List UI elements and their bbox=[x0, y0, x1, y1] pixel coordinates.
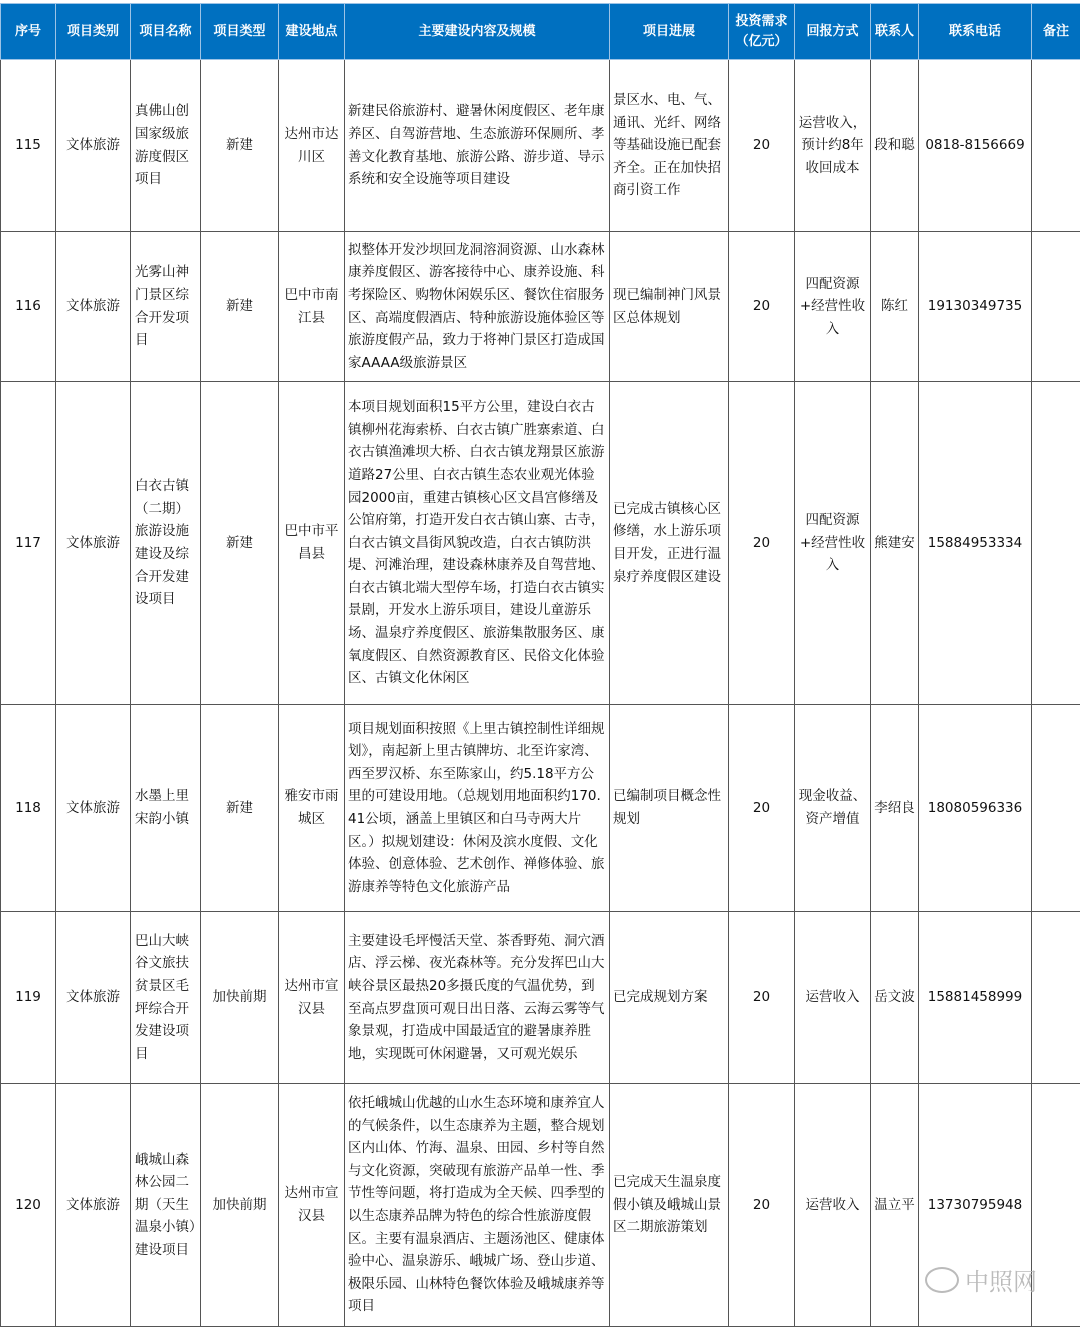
cell-type: 新建 bbox=[201, 232, 279, 382]
cell-type: 加快前期 bbox=[201, 1084, 279, 1327]
cell-content: 主要建设毛坪慢活天堂、茶香野苑、洞穴酒店、浮云梯、夜光森林等。充分发挥巴山大峡谷景区最热20多摄氏度的气温优势，到至高点罗盘顶可观日出日落、云海云雾等气象景观，打造成中国最适宜的避暑康养胜地，实现既可休闲避暑，又可观光娱乐 bbox=[345, 912, 610, 1084]
cell-type: 新建 bbox=[201, 60, 279, 232]
cell-content: 依托峨城山优越的山水生态环境和康养宜人的气候条件，以生态康养为主题，整合规划区内山体、竹海、温泉、田园、乡村等自然与文化资源，突破现有旅游产品单一性、季节性等问题，将打造成为全天候、四季型的以生态康养品牌为特色的综合性旅游度假区。主要有温泉酒店、主题汤池区、健康体验中心、温泉游乐、峨城广场、登山步道、极限乐园、山林特色餐饮体验及峨城康养等项目 bbox=[345, 1084, 610, 1327]
header-col-progress: 项目进展 bbox=[610, 4, 729, 60]
cell-phone: 0818-8156669 bbox=[919, 60, 1032, 232]
cell-contact: 温立平 bbox=[871, 1084, 919, 1327]
cell-name: 真佛山创国家级旅游度假区项目 bbox=[131, 60, 201, 232]
table-row bbox=[1, 912, 1080, 1084]
cell-contact: 段和聪 bbox=[871, 60, 919, 232]
cell-contact: 岳文波 bbox=[871, 912, 919, 1084]
cell-note bbox=[1032, 912, 1080, 1084]
cell-investment: 20 bbox=[729, 912, 795, 1084]
cell-type: 新建 bbox=[201, 382, 279, 705]
header-col-content: 主要建设内容及规模 bbox=[345, 4, 610, 60]
header-col-return: 回报方式 bbox=[795, 4, 871, 60]
header-col-phone: 联系电话 bbox=[919, 4, 1032, 60]
cell-category: 文体旅游 bbox=[56, 1084, 131, 1327]
cell-type: 新建 bbox=[201, 705, 279, 912]
cell-category: 文体旅游 bbox=[56, 382, 131, 705]
header-col-investment: 投资需求（亿元） bbox=[729, 4, 795, 60]
wechat-icon bbox=[925, 1267, 959, 1293]
cell-progress: 已编制项目概念性规划 bbox=[610, 705, 729, 912]
watermark bbox=[925, 1262, 1037, 1297]
table-row bbox=[1, 60, 1080, 232]
cell-type: 加快前期 bbox=[201, 912, 279, 1084]
table-row bbox=[1, 382, 1080, 705]
cell-note bbox=[1032, 60, 1080, 232]
cell-return: 运营收入 bbox=[795, 912, 871, 1084]
cell-id: 115 bbox=[1, 60, 56, 232]
cell-name: 水墨上里宋韵小镇 bbox=[131, 705, 201, 912]
cell-location: 巴中市南江县 bbox=[279, 232, 345, 382]
cell-progress: 已完成天生温泉度假小镇及峨城山景区二期旅游策划 bbox=[610, 1084, 729, 1327]
cell-progress: 现已编制神门风景区总体规划 bbox=[610, 232, 729, 382]
cell-location: 巴中市平昌县 bbox=[279, 382, 345, 705]
cell-contact: 李绍良 bbox=[871, 705, 919, 912]
cell-progress: 景区水、电、气、通讯、光纤、网络等基础设施已配套齐全。正在加快招商引资工作 bbox=[610, 60, 729, 232]
cell-note bbox=[1032, 1084, 1080, 1327]
cell-content: 本项目规划面积15平方公里，建设白衣古镇柳州花海索桥、白衣古镇广胜寨索道、白衣古镇渔滩坝大桥、白衣古镇龙翔景区旅游道路27公里、白衣古镇生态农业观光体验园2000亩，重建古镇核心区文昌宫修缮及公馆府第，打造开发白衣古镇山寨、古寺，白衣古镇文昌街风貌改造，白衣古镇防洪堤、河滩治理，建设森林康养及自驾营地、白衣古镇北端大型停车场，打造白衣古镇实景剧，开发水上游乐项目，建设儿童游乐场、温泉疗养度假区、旅游集散服务区、康氧度假区、自然资源教育区、民俗文化体验区、古镇文化休闲区 bbox=[345, 382, 610, 705]
cell-contact: 陈红 bbox=[871, 232, 919, 382]
cell-content: 拟整体开发沙坝回龙洞溶洞资源、山水森林康养度假区、游客接待中心、康养设施、科考探险区、购物休闲娱乐区、餐饮住宿服务区、高端度假酒店、特种旅游设施体验区等旅游度假产品，致力于将神门景区打造成国家AAAA级旅游景区 bbox=[345, 232, 610, 382]
cell-location: 达州市宣汉县 bbox=[279, 1084, 345, 1327]
cell-content: 项目规划面积按照《上里古镇控制性详细规划》，南起新上里古镇牌坊、北至许家湾、西至罗汉桥、东至陈家山，约5.18平方公里的可建设用地。（总规划用地面积约170.41公顷，涵盖上里镇区和白马寺两大片区。）拟规划建设：休闲及滨水度假、文化体验、创意体验、艺术创作、禅修体验、旅游康养等特色文化旅游产品 bbox=[345, 705, 610, 912]
cell-content: 新建民俗旅游村、避暑休闲度假区、老年康养区、自驾游营地、生态旅游环保厕所、孝善文化教育基地、旅游公路、游步道、导示系统和安全设施等项目建设 bbox=[345, 60, 610, 232]
cell-phone: 18080596336 bbox=[919, 705, 1032, 912]
cell-name: 白衣古镇（二期）旅游设施建设及综合开发建设项目 bbox=[131, 382, 201, 705]
cell-investment: 20 bbox=[729, 232, 795, 382]
cell-investment: 20 bbox=[729, 705, 795, 912]
header-row bbox=[1, 4, 1080, 60]
cell-progress: 已完成古镇核心区修缮，水上游乐项目开发，正进行温泉疗养度假区建设 bbox=[610, 382, 729, 705]
cell-progress: 已完成规划方案 bbox=[610, 912, 729, 1084]
header-col-name: 项目名称 bbox=[131, 4, 201, 60]
cell-location: 雅安市雨城区 bbox=[279, 705, 345, 912]
cell-name: 峨城山森林公园二期（天生温泉小镇）建设项目 bbox=[131, 1084, 201, 1327]
cell-location: 达州市宣汉县 bbox=[279, 912, 345, 1084]
cell-category: 文体旅游 bbox=[56, 912, 131, 1084]
cell-investment: 20 bbox=[729, 1084, 795, 1327]
cell-id: 119 bbox=[1, 912, 56, 1084]
cell-return: 运营收入 bbox=[795, 1084, 871, 1327]
header-col-category: 项目类别 bbox=[56, 4, 131, 60]
cell-id: 117 bbox=[1, 382, 56, 705]
cell-name: 巴山大峡谷文旅扶贫景区毛坪综合开发建设项目 bbox=[131, 912, 201, 1084]
header-col-contact: 联系人 bbox=[871, 4, 919, 60]
header-col-note: 备注 bbox=[1032, 4, 1080, 60]
cell-id: 116 bbox=[1, 232, 56, 382]
cell-location: 达州市达川区 bbox=[279, 60, 345, 232]
cell-note bbox=[1032, 382, 1080, 705]
cell-phone: 15881458999 bbox=[919, 912, 1032, 1084]
cell-note bbox=[1032, 232, 1080, 382]
cell-investment: 20 bbox=[729, 60, 795, 232]
header-col-id: 序号 bbox=[1, 4, 56, 60]
project-table bbox=[0, 3, 1080, 1327]
cell-note bbox=[1032, 705, 1080, 912]
cell-id: 118 bbox=[1, 705, 56, 912]
cell-category: 文体旅游 bbox=[56, 232, 131, 382]
cell-phone: 15884953334 bbox=[919, 382, 1032, 705]
cell-name: 光雾山神门景区综合开发项目 bbox=[131, 232, 201, 382]
table-row bbox=[1, 1084, 1080, 1327]
cell-id: 120 bbox=[1, 1084, 56, 1327]
cell-category: 文体旅游 bbox=[56, 60, 131, 232]
cell-phone: 19130349735 bbox=[919, 232, 1032, 382]
cell-phone: 13730795948 bbox=[919, 1084, 1032, 1327]
cell-category: 文体旅游 bbox=[56, 705, 131, 912]
cell-investment: 20 bbox=[729, 382, 795, 705]
cell-return: 四配资源+经营性收入 bbox=[795, 382, 871, 705]
cell-return: 现金收益、资产增值 bbox=[795, 705, 871, 912]
cell-return: 运营收入，预计约8年收回成本 bbox=[795, 60, 871, 232]
cell-return: 四配资源+经营性收入 bbox=[795, 232, 871, 382]
watermark-text: 中照网 bbox=[965, 1268, 1037, 1296]
table-row bbox=[1, 705, 1080, 912]
cell-contact: 熊建安 bbox=[871, 382, 919, 705]
table-row bbox=[1, 232, 1080, 382]
header-col-location: 建设地点 bbox=[279, 4, 345, 60]
header-col-type: 项目类型 bbox=[201, 4, 279, 60]
